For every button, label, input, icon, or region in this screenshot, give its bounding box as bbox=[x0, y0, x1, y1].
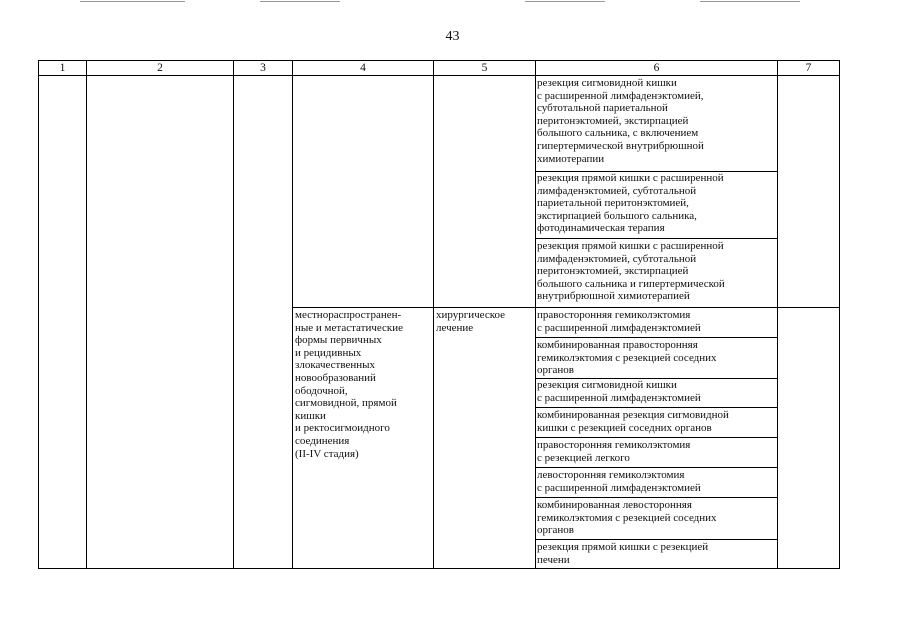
column-rule bbox=[535, 61, 536, 568]
procedure-cell: комбинированная правосторонняя гемиколэктомия с резекцией соседних органов bbox=[537, 339, 717, 377]
column-rule bbox=[292, 61, 293, 568]
procedure-cell: резекция прямой кишки с расширенной лимфаденэктомией, субтотальной перитонэктомией, экстирпацией большого сальника и гипертермической внутрибрюшной химиотерапией bbox=[537, 240, 725, 303]
condition-cell: местнораспространен- ные и метастатические формы первичных и рецидивных злокачественных новообразований ободочной, сигмовидной, прямой кишки и ректосигмоидного соединения (II-IV стадия) bbox=[295, 309, 404, 460]
procedure-cell: правосторонняя гемиколэктомия с резекцией легкого bbox=[537, 439, 691, 464]
procedure-cell: резекция прямой кишки с резекцией печени bbox=[537, 541, 709, 566]
page-number: 43 bbox=[445, 29, 460, 44]
document-table bbox=[38, 60, 840, 569]
procedure-cell: левосторонняя гемиколэктомия с расширенной лимфаденэктомией bbox=[537, 469, 701, 494]
column-rule bbox=[777, 61, 778, 568]
col-header-3: 3 bbox=[260, 62, 266, 74]
top-edge-marks bbox=[0, 0, 905, 4]
column-rule bbox=[233, 61, 234, 568]
col-header-1: 1 bbox=[59, 62, 66, 74]
row-rule bbox=[535, 539, 777, 540]
row-rule bbox=[535, 497, 777, 498]
col-header-5: 5 bbox=[481, 62, 488, 74]
col-header-6: 6 bbox=[653, 62, 660, 74]
procedure-cell: комбинированная резекция сигмовидной кишки с резекцией соседних органов bbox=[537, 409, 729, 434]
row-rule bbox=[535, 467, 777, 468]
column-rule bbox=[433, 61, 434, 568]
row-rule bbox=[535, 437, 777, 438]
procedure-cell: резекция прямой кишки с расширенной лимфаденэктомией, субтотальной париетальной перитонэктомией, экстирпацией большого сальника, фотодинамическая терапия bbox=[537, 172, 724, 235]
procedure-cell: резекция сигмовидной кишки с расширенной лимфаденэктомией bbox=[537, 379, 701, 404]
row-rule bbox=[535, 337, 777, 338]
row-rule bbox=[535, 238, 777, 239]
col-header-7: 7 bbox=[805, 62, 812, 74]
treatment-type-cell: хирургическое лечение bbox=[436, 309, 506, 334]
section-rule bbox=[292, 307, 839, 308]
procedure-cell: комбинированная левосторонняя гемиколэктомия с резекцией соседних органов bbox=[537, 499, 717, 537]
header-rule bbox=[39, 75, 839, 76]
col-header-2: 2 bbox=[157, 62, 163, 74]
column-rule bbox=[86, 61, 87, 568]
procedure-cell: резекция сигмовидной кишки с расширенной лимфаденэктомией, субтотальной париетальной перитонэктомией, экстирпацией большого сальника, с включением гипертермической внутрибрюшной химиотерапии bbox=[537, 77, 704, 165]
row-rule bbox=[535, 407, 777, 408]
col-header-4: 4 bbox=[360, 62, 366, 74]
procedure-cell: правосторонняя гемиколэктомия с расширенной лимфаденэктомией bbox=[537, 309, 701, 334]
